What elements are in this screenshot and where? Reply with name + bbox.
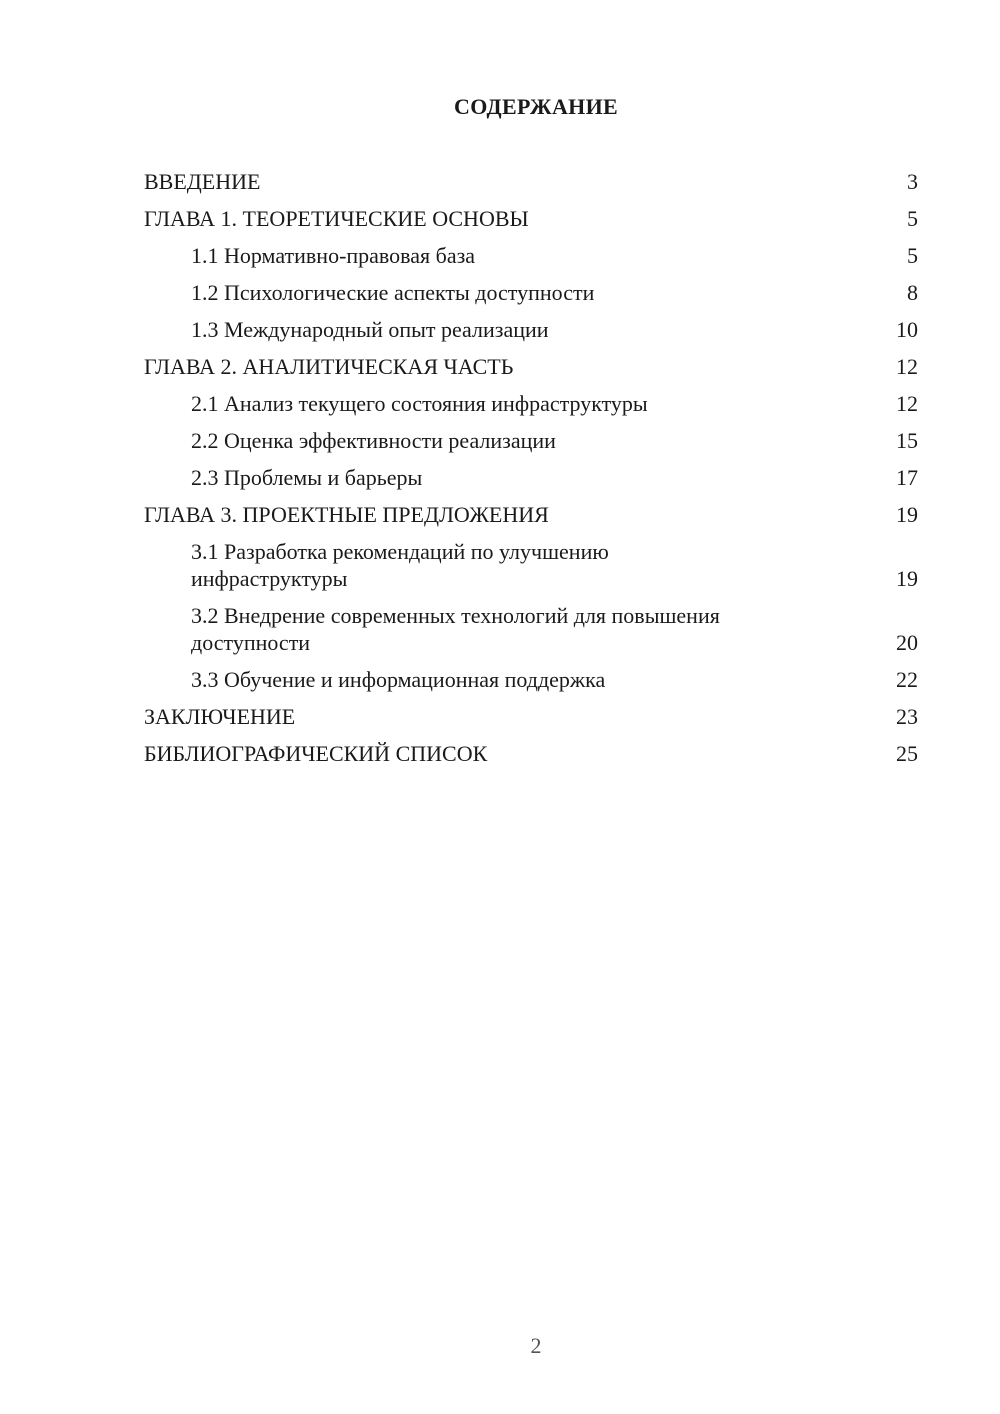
- toc-entry-label: 1.2 Психологические аспекты доступности: [191, 280, 595, 305]
- toc-entry-page: 19: [896, 566, 918, 591]
- toc-entry-section-2-3[interactable]: [144, 464, 918, 491]
- table-of-contents: [144, 168, 918, 777]
- toc-entry-chapter-1[interactable]: [144, 205, 918, 232]
- toc-entry-bibliography[interactable]: [144, 740, 918, 767]
- page-number: 2: [530, 1333, 542, 1358]
- toc-entry-section-1-1[interactable]: [144, 242, 918, 269]
- toc-entry-page: 25: [896, 741, 918, 766]
- toc-entry-page: 5: [907, 206, 918, 231]
- toc-entry-page: 23: [896, 704, 918, 729]
- toc-entry-label: ГЛАВА 2. АНАЛИТИЧЕСКАЯ ЧАСТЬ: [144, 354, 514, 379]
- toc-entry-label: 3.2 Внедрение современных технологий для повышения доступности: [191, 603, 720, 655]
- toc-entry-section-3-2[interactable]: [144, 602, 918, 656]
- toc-entry-page: 19: [896, 502, 918, 527]
- toc-entry-page: 5: [907, 243, 918, 268]
- toc-entry-page: 15: [896, 428, 918, 453]
- toc-entry-label: 2.1 Анализ текущего состояния инфраструктуры: [191, 391, 648, 416]
- toc-entry-page: 22: [896, 667, 918, 692]
- toc-entry-section-3-3[interactable]: [144, 666, 918, 693]
- toc-entry-introduction[interactable]: [144, 168, 918, 195]
- toc-entry-page: 12: [896, 391, 918, 416]
- toc-entry-section-2-2[interactable]: [144, 427, 918, 454]
- toc-entry-page: 12: [896, 354, 918, 379]
- toc-entry-page: 17: [896, 465, 918, 490]
- toc-entry-label: 2.2 Оценка эффективности реализации: [191, 428, 556, 453]
- toc-entry-label: ГЛАВА 1. ТЕОРЕТИЧЕСКИЕ ОСНОВЫ: [144, 206, 529, 231]
- page-title: СОДЕРЖАНИЕ: [454, 94, 618, 119]
- toc-entry-label: 3.1 Разработка рекомендаций по улучшению инфраструктуры: [191, 539, 609, 591]
- toc-entry-section-2-1[interactable]: [144, 390, 918, 417]
- toc-entry-label: 3.3 Обучение и информационная поддержка: [191, 667, 606, 692]
- toc-entry-label: ВВЕДЕНИЕ: [144, 169, 261, 194]
- toc-entry-page: 8: [907, 280, 918, 305]
- toc-entry-page: 3: [907, 169, 918, 194]
- toc-entry-page: 20: [896, 630, 918, 655]
- toc-entry-chapter-3[interactable]: [144, 501, 918, 528]
- toc-entry-label: 2.3 Проблемы и барьеры: [191, 465, 423, 490]
- toc-entry-label: 1.1 Нормативно-правовая база: [191, 243, 476, 268]
- toc-entry-label: ЗАКЛЮЧЕНИЕ: [144, 704, 296, 729]
- toc-entry-section-1-3[interactable]: [144, 316, 918, 343]
- toc-entry-section-3-1[interactable]: [144, 538, 918, 592]
- toc-entry-label: БИБЛИОГРАФИЧЕСКИЙ СПИСОК: [144, 741, 488, 766]
- toc-entry-page: 10: [896, 317, 918, 342]
- toc-entry-label: ГЛАВА 3. ПРОЕКТНЫЕ ПРЕДЛОЖЕНИЯ: [144, 502, 549, 527]
- toc-entry-label: 1.3 Международный опыт реализации: [191, 317, 549, 342]
- toc-entry-chapter-2[interactable]: [144, 353, 918, 380]
- toc-entry-conclusion[interactable]: [144, 703, 918, 730]
- toc-entry-section-1-2[interactable]: [144, 279, 918, 306]
